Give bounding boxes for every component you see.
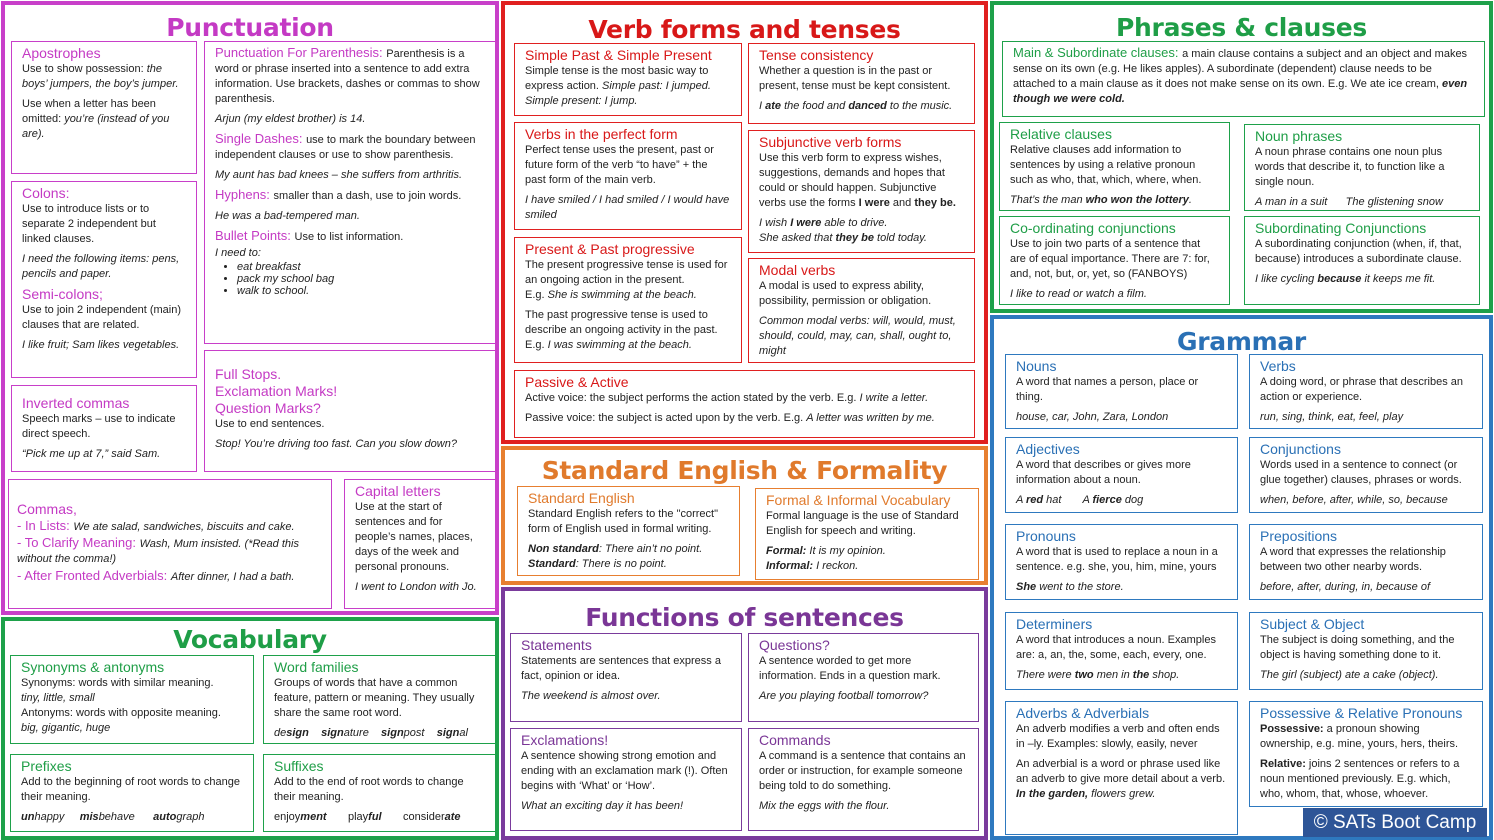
relative-clauses-box: Relative clauses Relative clauses add information to sentences by using a relative pronoun such as who, that, which, where, when. That’s the man who won the lottery.: [999, 122, 1230, 211]
inverted-commas-box: Inverted commas Speech marks – use to indicate direct speech. “Pick me up at 7,” said Sam.: [11, 385, 197, 472]
progressive-box: Present & Past progressive The present progressive tense is used for an ongoing action in the present. E.g. She is swimming at the beach. The past progressive tense is used to describe an ongoing activity in the past. E.g. I was swimming at the beach.: [514, 237, 742, 363]
modal-verbs-box: Modal verbs A modal is used to express ability, possibility, permission or obligation. Common modal verbs: will, would, must, should, could, may, can, shall, ought to, might: [748, 258, 975, 363]
simple-tense-box: Simple Past & Simple Present Simple tense is the most basic way to express action. Simple past: I jumped. Simple present: I jump.: [514, 43, 742, 116]
nouns-box: Nouns A word that names a person, place or thing. house, car, John, Zara, London: [1005, 354, 1238, 429]
subjunctive-box: Subjunctive verb forms Use this verb form to express wishes, suggestions, demands and hopes that could or should happen. Subjunctive verbs use the forms I were and they be. I wish I were able to drive. She asked that they be told today.: [748, 130, 975, 253]
tense-consistency-box: Tense consistency Whether a question is in the past or present, tense must be kept consistent. I ate the food and danced to the music.: [748, 43, 975, 124]
verb-forms-section: [501, 1, 988, 444]
synonyms-box: Synonyms & antonyms Synonyms: words with similar meaning. tiny, little, small Antonyms: words with opposite meaning. big, gigantic, huge: [10, 655, 254, 744]
grammar-section: [990, 315, 1493, 840]
standard-english-box: Standard English Standard English refers to the "correct" form of English used in formal writing. Non standard: There ain’t no point. Standard: There is no point.: [517, 486, 740, 576]
commas-box: Commas, - In Lists: We ate salad, sandwiches, biscuits and cake. - To Clarify Meaning: Wash, Mum insisted. (*Read this without the comma!) - After Fronted Adverbials: After dinner, I had a bath.: [8, 479, 332, 609]
prefixes-box: Prefixes Add to the beginning of root words to change their meaning. unhappy misbehave autograph: [10, 754, 254, 832]
phrases-section: [990, 1, 1493, 313]
apostrophes-box: Apostrophes Use to show possession: the boys’ jumpers, the boy’s jumper. Use when a letter has been omitted: you’re (instead of you are).: [11, 41, 197, 174]
capital-letters-heading: Capital letters: [355, 483, 441, 499]
determiners-box: Determiners A word that introduces a noun. Examples are: a, an, the, some, each, every, one. There were two men in the shop.: [1005, 612, 1238, 690]
main-subordinate-box: Main & Subordinate clauses: a main clause contains a subject and an object and makes sense on its own (e.g. He likes apples). A subordinate (dependent) clause needs to be attached to a main clause as it does not make sense on its own. E.g. We ate ice cream, even though we were cold.: [1002, 41, 1485, 117]
pronouns-box: Pronouns A word that is used to replace a noun in a sentence. e.g. she, you, him, mine, yours She went to the store.: [1005, 524, 1238, 600]
punctuation-title: Punctuation: [166, 13, 334, 42]
possessive-pronouns-box: Possessive & Relative Pronouns Possessive: a pronoun showing ownership, e.g. mine, yours, hers, theirs. Relative: joins 2 sentences or refers to a noun mentioned previously. E.g. which, who, whom, that, whose, whoever.: [1249, 701, 1483, 807]
list-item: • walk to school.: [237, 285, 485, 297]
vocabulary-title: Vocabulary: [173, 625, 327, 654]
parenthesis-heading: Punctuation For Parenthesis:: [215, 45, 387, 60]
functions-title: Functions of sentences: [585, 603, 904, 632]
apostrophes-heading: Apostrophes: [22, 45, 101, 61]
hyphens-heading: Hyphens:: [215, 187, 274, 202]
phrases-title: Phrases & clauses: [1116, 13, 1367, 42]
verb-forms-title: Verb forms and tenses: [588, 15, 901, 44]
commas-heading: Commas,: [17, 501, 77, 517]
perfect-form-box: Verbs in the perfect form Perfect tense uses the present, past or future form of the verb “to have” + the past form of the main verb. I have smiled / I had smiled / I would have smiled: [514, 122, 742, 230]
dashes-heading: Single Dashes:: [215, 131, 307, 146]
adjectives-box: Adjectives A word that describes or gives more information about a noun. A red hat A fierce dog: [1005, 437, 1238, 513]
standard-english-section: [501, 446, 988, 585]
noun-phrases-box: Noun phrases A noun phrase contains one noun plus words that describe it, to function like a single noun. A man in a suit The glistening snow: [1244, 124, 1480, 211]
adverbs-box: Adverbs & Adverbials An adverb modifies a verb and often ends in –ly. Examples: slowly, easily, never An adverbial is a word or phrase used like an adverb to give more detail about a verb. In the garden, flowers grew.: [1005, 701, 1238, 835]
copyright-badge: © SATs Boot Camp: [1303, 808, 1487, 837]
conjunctions-box: Conjunctions Words used in a sentence to connect (or glue together) clauses, phrases or words. when, before, after, while, so, because: [1249, 437, 1483, 513]
colons-box: Colons: Use to introduce lists or to separate 2 independent but linked clauses. I need the following items: pens, pencils and paper. Semi-colons; Use to join 2 independent (main) clauses that are related. I like fruit; Sam likes vegetables.: [11, 181, 197, 378]
grammar-title: Grammar: [1177, 327, 1306, 356]
inverted-commas-heading: Inverted commas: [22, 395, 130, 411]
functions-section: [501, 587, 988, 840]
bullet-list: [215, 261, 485, 297]
semicolons-heading: Semi-colons;: [22, 286, 103, 302]
suffixes-box: Suffixes Add to the end of root words to change their meaning. enjoyment playful considerate: [263, 754, 496, 832]
vocabulary-section: [1, 617, 499, 840]
formal-vocabulary-box: Formal & Informal Vocabulary Formal language is the use of Standard English for speech and writing. Formal: It is my opinion. Informal: I reckon.: [755, 488, 979, 580]
list-item: • eat breakfast: [237, 261, 485, 273]
list-item: • pack my school bag: [237, 273, 485, 285]
full-stops-box: Full Stops. Exclamation Marks! Question Marks? Use to end sentences. Stop! You’re driving too fast. Can you slow down?: [204, 350, 496, 472]
parenthesis-box: Punctuation For Parenthesis: Parenthesis is a word or phrase inserted into a sentence to add extra information. Use brackets, dashes or commas to show parenthesis. Arjun (my eldest brother) is 14. Single Dashes: use to mark the boundary between independent clauses or use to show parenthesis. My aunt has bad knees – she suffers from arthritis. Hyphens: smaller than a dash, use to join words. He was a bad-tempered man. Bullet Points: Use to list information. I need to: • eat breakfast • pack my school bag • walk to school.: [204, 41, 496, 344]
colons-heading: Colons:: [22, 185, 70, 201]
statements-box: Statements Statements are sentences that express a fact, opinion or idea. The weekend is almost over.: [510, 633, 742, 722]
prepositions-box: Prepositions A word that expresses the relationship between two other nearby words. before, after, during, in, because of: [1249, 524, 1483, 600]
standard-english-title: Standard English & Formality: [541, 456, 948, 485]
subordinating-conjunctions-box: Subordinating Conjunctions A subordinating conjunction (when, if, that, because) introduces a subordinate clause. I like cycling because it keeps me fit.: [1244, 216, 1480, 305]
verbs-box: Verbs A doing word, or phrase that describes an action or experience. run, sing, think, eat, feel, play: [1249, 354, 1483, 429]
word-families-box: Word families Groups of words that have a common feature, pattern or meaning. They usually share the same root word. design signature signpost signal: [263, 655, 496, 744]
commands-box: Commands A command is a sentence that contains an order or instruction, for example someone being told to do something. Mix the eggs with the flour.: [748, 728, 979, 831]
coordinating-conjunctions-box: Co-ordinating conjunctions Use to join two parts of a sentence that are of equal importance. There are 7: for, and, not, but, or, yet, so (FANBOYS) I like to read or watch a film.: [999, 216, 1230, 305]
bullets-heading: Bullet Points:: [215, 228, 295, 243]
passive-active-box: Passive & Active Active voice: the subject performs the action stated by the verb. E.g. I write a letter. Passive voice: the subject is acted upon by the verb. E.g. A letter was written by me.: [514, 370, 975, 438]
subject-object-box: Subject & Object The subject is doing something, and the object is having something done to it. The girl (subject) ate a cake (object).: [1249, 612, 1483, 690]
punctuation-section: [1, 1, 499, 615]
capital-letters-box: Capital letters Use at the start of sentences and for people’s names, places, days of the week and personal pronouns. I went to London with Jo.: [344, 479, 496, 609]
exclamations-box: Exclamations! A sentence showing strong emotion and ending with an exclamation mark (!). Often begins with ‘What’ or ‘How’. What an exciting day it has been!: [510, 728, 742, 831]
questions-box: Questions? A sentence worded to get more information. Ends in a question mark. Are you playing football tomorrow?: [748, 633, 979, 722]
